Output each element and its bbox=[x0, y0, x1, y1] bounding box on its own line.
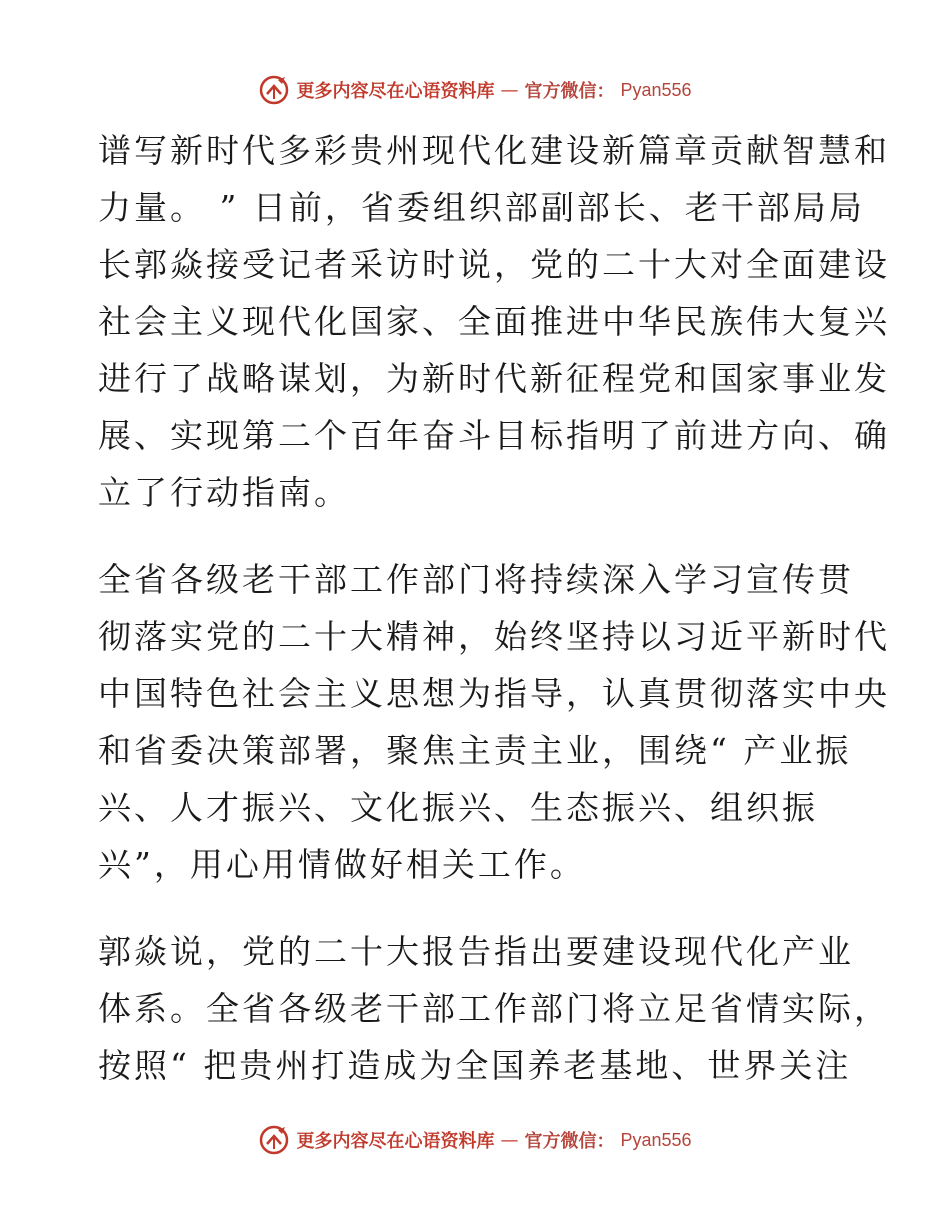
paragraph-spacer bbox=[98, 521, 858, 551]
text-line: 郭焱说，党的二十大报告指出要建设现代化产业 bbox=[98, 932, 854, 971]
text-line: 进行了战略谋划，为新时代新征程党和国家事业发 bbox=[98, 359, 890, 398]
text-line: 彻落实党的二十大精神，始终坚持以习近平新时代 bbox=[98, 617, 890, 656]
paragraph bbox=[98, 122, 890, 521]
text-line: 和省委决策部署，聚焦主责主业，围绕“ 产业振 bbox=[98, 731, 852, 770]
banner-wechat-account: Pyan556 bbox=[620, 1129, 692, 1150]
footer-watermark-banner bbox=[0, 1120, 950, 1160]
text-line: 全省各级老干部工作部门将持续深入学习宣传贯 bbox=[98, 560, 854, 599]
text-line: 立了行动指南。 bbox=[98, 473, 350, 512]
header-watermark-banner bbox=[0, 70, 950, 110]
text-line: 谱写新时代多彩贵州现代化建设新篇章贡献智慧和 bbox=[98, 131, 890, 170]
banner-separator: — bbox=[500, 79, 519, 101]
banner-brand-text: 更多内容尽在心语资料库 bbox=[296, 1131, 495, 1152]
text-line: 兴”，用心用情做好相关工作。 bbox=[98, 845, 586, 884]
banner-separator: — bbox=[500, 1129, 519, 1151]
text-line: 中国特色社会主义思想为指导，认真贯彻落实中央 bbox=[98, 674, 890, 713]
banner-brand-text: 更多内容尽在心语资料库 bbox=[296, 81, 495, 102]
text-line: 长郭焱接受记者采访时说，党的二十大对全面建设 bbox=[98, 245, 890, 284]
book-quill-icon bbox=[258, 74, 290, 106]
banner-wechat-account: Pyan556 bbox=[620, 79, 692, 100]
book-quill-icon bbox=[258, 1124, 290, 1156]
text-line: 社会主义现代化国家、全面推进中华民族伟大复兴 bbox=[98, 302, 890, 341]
text-line: 按照“ 把贵州打造成为全国养老基地、世界关注 bbox=[98, 1046, 852, 1085]
text-line: 展、实现第二个百年奋斗目标指明了前进方向、确 bbox=[98, 416, 890, 455]
banner-official-label: 官方微信： bbox=[524, 81, 615, 102]
text-line: 体系。全省各级老干部工作部门将立足省情实际， bbox=[98, 989, 890, 1028]
banner-official-label: 官方微信： bbox=[524, 1131, 615, 1152]
document-body bbox=[98, 122, 890, 1094]
paragraph bbox=[98, 923, 890, 1094]
text-line: 兴、人才振兴、文化振兴、生态振兴、组织振 bbox=[98, 788, 818, 827]
paragraph-spacer bbox=[98, 893, 858, 923]
text-line: 力量。 ” 日前，省委组织部副部长、老干部局局 bbox=[98, 188, 865, 227]
paragraph bbox=[98, 551, 890, 893]
